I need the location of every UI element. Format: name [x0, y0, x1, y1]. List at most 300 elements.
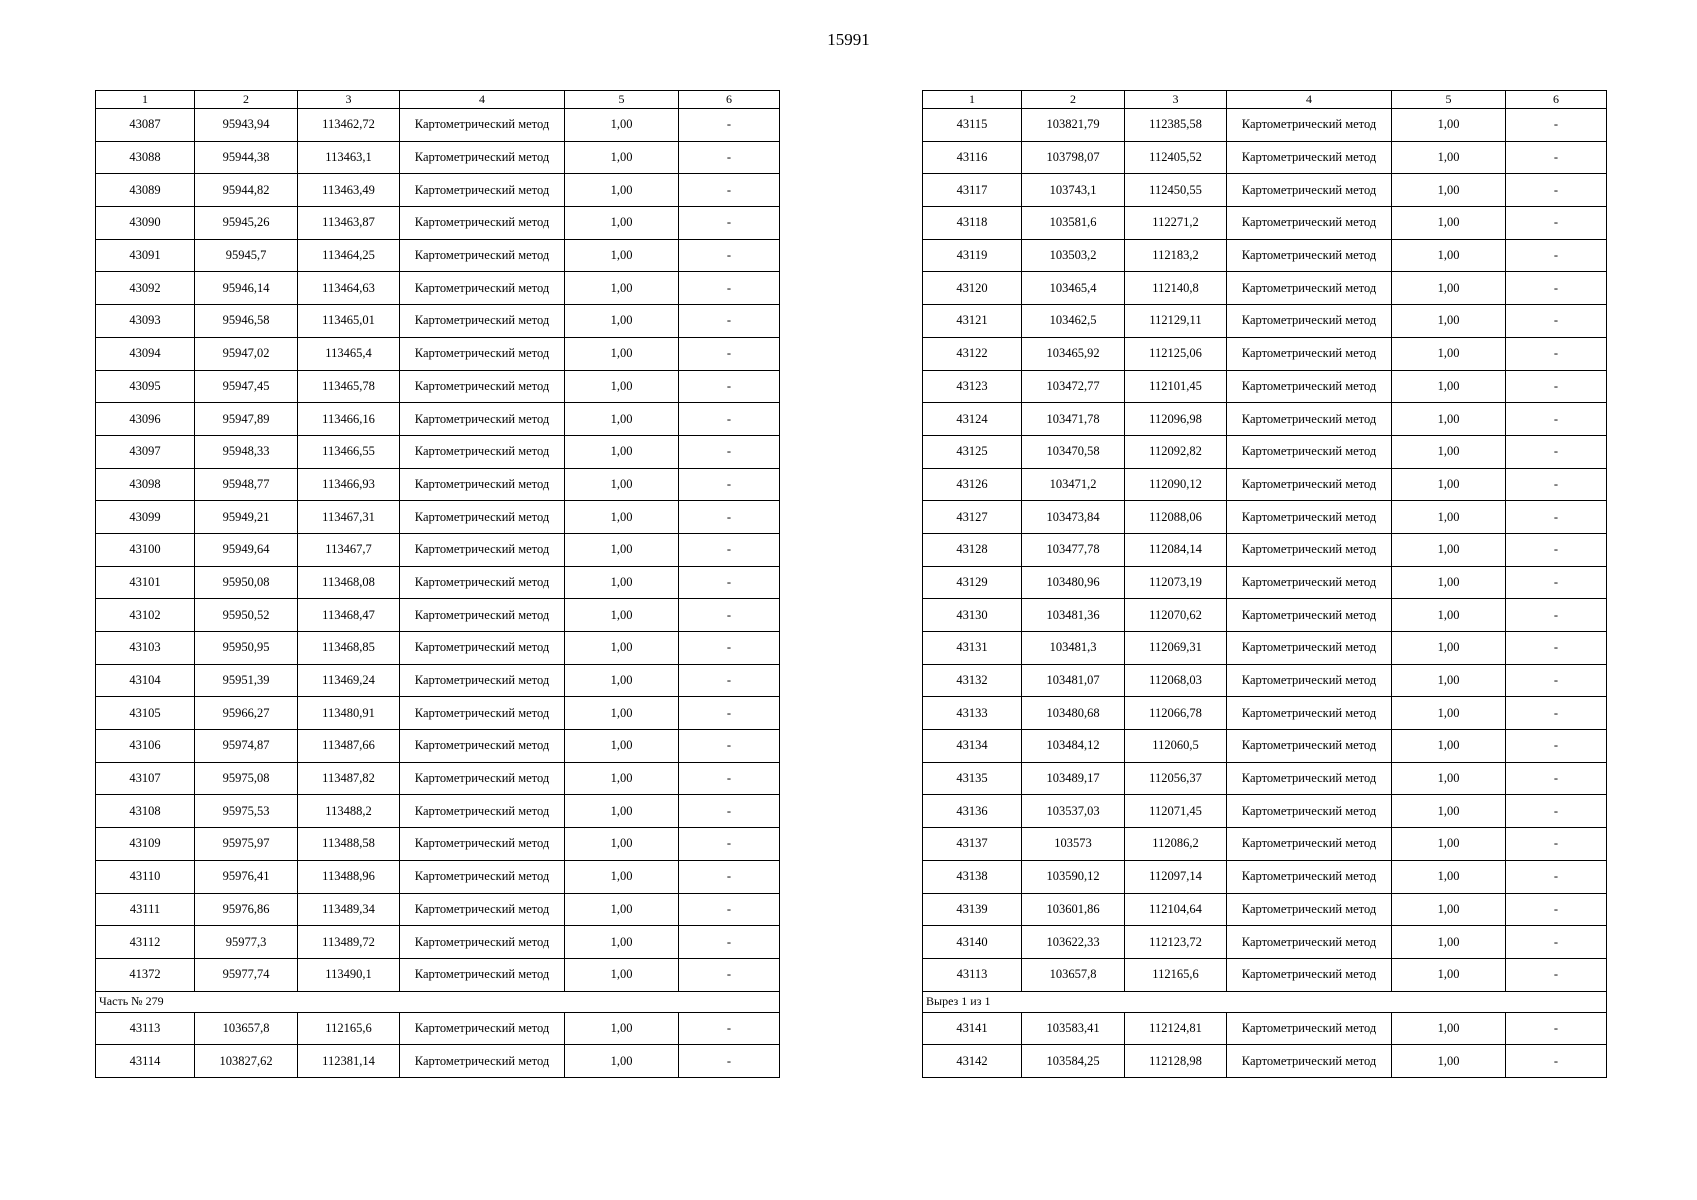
description-cell: -	[679, 207, 780, 240]
method-cell: Картометрический метод	[1227, 239, 1392, 272]
table-row	[923, 893, 1607, 926]
accuracy-cell: 1,00	[1392, 1012, 1506, 1045]
point-number-cell: 43131	[923, 632, 1022, 665]
x-coordinate-cell: 95944,82	[195, 174, 298, 207]
description-cell: -	[679, 664, 780, 697]
description-cell: -	[1506, 435, 1607, 468]
point-number-cell: 43099	[96, 501, 195, 534]
y-coordinate-cell: 113480,91	[298, 697, 400, 730]
accuracy-cell: 1,00	[565, 860, 679, 893]
column-header: 4	[400, 91, 565, 109]
method-cell: Картометрический метод	[400, 697, 565, 730]
description-cell: -	[679, 501, 780, 534]
table-row	[96, 501, 780, 534]
accuracy-cell: 1,00	[1392, 762, 1506, 795]
point-number-cell: 43087	[96, 109, 195, 142]
table-row	[96, 370, 780, 403]
table-row	[96, 174, 780, 207]
accuracy-cell: 1,00	[565, 697, 679, 730]
accuracy-cell: 1,00	[565, 632, 679, 665]
y-coordinate-cell: 112123,72	[1125, 926, 1227, 959]
accuracy-cell: 1,00	[1392, 468, 1506, 501]
description-cell: -	[1506, 272, 1607, 305]
accuracy-cell: 1,00	[1392, 730, 1506, 763]
point-number-cell: 43127	[923, 501, 1022, 534]
table-row	[96, 533, 780, 566]
page-number: 15991	[827, 30, 870, 49]
method-cell: Картометрический метод	[400, 730, 565, 763]
point-number-cell: 43125	[923, 435, 1022, 468]
column-header: 5	[565, 91, 679, 109]
x-coordinate-cell: 103827,62	[195, 1045, 298, 1078]
y-coordinate-cell: 113463,87	[298, 207, 400, 240]
description-cell: -	[679, 730, 780, 763]
method-cell: Картометрический метод	[400, 958, 565, 991]
point-number-cell: 43107	[96, 762, 195, 795]
y-coordinate-cell: 112096,98	[1125, 403, 1227, 436]
table-row	[96, 632, 780, 665]
y-coordinate-cell: 112125,06	[1125, 337, 1227, 370]
x-coordinate-cell: 95950,52	[195, 599, 298, 632]
table-row	[96, 795, 780, 828]
table-row	[923, 468, 1607, 501]
method-cell: Картометрический метод	[400, 599, 565, 632]
method-cell: Картометрический метод	[400, 207, 565, 240]
accuracy-cell: 1,00	[565, 958, 679, 991]
x-coordinate-cell: 103503,2	[1022, 239, 1125, 272]
point-number-cell: 43120	[923, 272, 1022, 305]
x-coordinate-cell: 103489,17	[1022, 762, 1125, 795]
x-coordinate-cell: 103470,58	[1022, 435, 1125, 468]
description-cell: -	[1506, 403, 1607, 436]
accuracy-cell: 1,00	[565, 926, 679, 959]
method-cell: Картометрический метод	[1227, 926, 1392, 959]
x-coordinate-cell: 95974,87	[195, 730, 298, 763]
table-row	[923, 435, 1607, 468]
description-cell: -	[679, 1012, 780, 1045]
description-cell: -	[679, 958, 780, 991]
x-coordinate-cell: 103743,1	[1022, 174, 1125, 207]
method-cell: Картометрический метод	[1227, 305, 1392, 338]
x-coordinate-cell: 103657,8	[195, 1012, 298, 1045]
accuracy-cell: 1,00	[1392, 795, 1506, 828]
table-row	[923, 337, 1607, 370]
x-coordinate-cell: 103581,6	[1022, 207, 1125, 240]
x-coordinate-cell: 95975,97	[195, 828, 298, 861]
method-cell: Картометрический метод	[1227, 207, 1392, 240]
method-cell: Картометрический метод	[400, 893, 565, 926]
point-number-cell: 43141	[923, 1012, 1022, 1045]
accuracy-cell: 1,00	[565, 370, 679, 403]
x-coordinate-cell: 95976,86	[195, 893, 298, 926]
column-header: 3	[1125, 91, 1227, 109]
point-number-cell: 43097	[96, 435, 195, 468]
method-cell: Картометрический метод	[1227, 958, 1392, 991]
description-cell: -	[679, 795, 780, 828]
column-header: 6	[679, 91, 780, 109]
accuracy-cell: 1,00	[1392, 239, 1506, 272]
table-row	[96, 1012, 780, 1045]
point-number-cell: 43111	[96, 893, 195, 926]
description-cell: -	[679, 468, 780, 501]
table-row	[96, 207, 780, 240]
table-row	[96, 926, 780, 959]
y-coordinate-cell: 112450,55	[1125, 174, 1227, 207]
accuracy-cell: 1,00	[1392, 337, 1506, 370]
column-header: 2	[195, 91, 298, 109]
method-cell: Картометрический метод	[1227, 632, 1392, 665]
y-coordinate-cell: 112165,6	[298, 1012, 400, 1045]
method-cell: Картометрический метод	[400, 926, 565, 959]
column-header: 6	[1506, 91, 1607, 109]
x-coordinate-cell: 95951,39	[195, 664, 298, 697]
accuracy-cell: 1,00	[565, 337, 679, 370]
x-coordinate-cell: 95943,94	[195, 109, 298, 142]
y-coordinate-cell: 112060,5	[1125, 730, 1227, 763]
description-cell: -	[679, 305, 780, 338]
description-cell: -	[1506, 730, 1607, 763]
y-coordinate-cell: 112073,19	[1125, 566, 1227, 599]
accuracy-cell: 1,00	[565, 664, 679, 697]
description-cell: -	[679, 174, 780, 207]
description-cell: -	[1506, 1045, 1607, 1078]
point-number-cell: 43139	[923, 893, 1022, 926]
accuracy-cell: 1,00	[565, 305, 679, 338]
y-coordinate-cell: 112381,14	[298, 1045, 400, 1078]
x-coordinate-cell: 103472,77	[1022, 370, 1125, 403]
method-cell: Картометрический метод	[400, 403, 565, 436]
coordinates-table-left	[95, 90, 780, 1078]
point-number-cell: 43089	[96, 174, 195, 207]
description-cell: -	[1506, 305, 1607, 338]
description-cell: -	[679, 697, 780, 730]
accuracy-cell: 1,00	[1392, 632, 1506, 665]
table-row	[96, 828, 780, 861]
point-number-cell: 41372	[96, 958, 195, 991]
method-cell: Картометрический метод	[1227, 566, 1392, 599]
table-row	[923, 370, 1607, 403]
y-coordinate-cell: 112092,82	[1125, 435, 1227, 468]
table-row	[923, 566, 1607, 599]
description-cell: -	[1506, 337, 1607, 370]
accuracy-cell: 1,00	[565, 501, 679, 534]
method-cell: Картометрический метод	[400, 370, 565, 403]
x-coordinate-cell: 95975,08	[195, 762, 298, 795]
x-coordinate-cell: 95947,89	[195, 403, 298, 436]
point-number-cell: 43102	[96, 599, 195, 632]
method-cell: Картометрический метод	[1227, 762, 1392, 795]
table-row	[923, 239, 1607, 272]
method-cell: Картометрический метод	[1227, 435, 1392, 468]
description-cell: -	[679, 370, 780, 403]
method-cell: Картометрический метод	[1227, 468, 1392, 501]
accuracy-cell: 1,00	[565, 468, 679, 501]
method-cell: Картометрический метод	[400, 174, 565, 207]
y-coordinate-cell: 112084,14	[1125, 533, 1227, 566]
accuracy-cell: 1,00	[565, 109, 679, 142]
y-coordinate-cell: 112129,11	[1125, 305, 1227, 338]
table-row	[923, 860, 1607, 893]
point-number-cell: 43135	[923, 762, 1022, 795]
description-cell: -	[1506, 893, 1607, 926]
section-label: Вырез 1 из 1	[923, 991, 1607, 1012]
y-coordinate-cell: 112097,14	[1125, 860, 1227, 893]
point-number-cell: 43114	[96, 1045, 195, 1078]
accuracy-cell: 1,00	[1392, 926, 1506, 959]
description-cell: -	[679, 566, 780, 599]
accuracy-cell: 1,00	[565, 828, 679, 861]
table-row	[96, 337, 780, 370]
point-number-cell: 43100	[96, 533, 195, 566]
accuracy-cell: 1,00	[565, 893, 679, 926]
description-cell: -	[1506, 1012, 1607, 1045]
method-cell: Картометрический метод	[400, 762, 565, 795]
x-coordinate-cell: 103481,36	[1022, 599, 1125, 632]
method-cell: Картометрический метод	[400, 337, 565, 370]
y-coordinate-cell: 113465,4	[298, 337, 400, 370]
point-number-cell: 43117	[923, 174, 1022, 207]
x-coordinate-cell: 103465,92	[1022, 337, 1125, 370]
accuracy-cell: 1,00	[1392, 599, 1506, 632]
x-coordinate-cell: 103484,12	[1022, 730, 1125, 763]
x-coordinate-cell: 95950,95	[195, 632, 298, 665]
y-coordinate-cell: 113466,93	[298, 468, 400, 501]
y-coordinate-cell: 113490,1	[298, 958, 400, 991]
method-cell: Картометрический метод	[1227, 337, 1392, 370]
method-cell: Картометрический метод	[1227, 272, 1392, 305]
table-row	[923, 1012, 1607, 1045]
point-number-cell: 43140	[923, 926, 1022, 959]
point-number-cell: 43096	[96, 403, 195, 436]
y-coordinate-cell: 113468,08	[298, 566, 400, 599]
table-row	[96, 599, 780, 632]
accuracy-cell: 1,00	[1392, 533, 1506, 566]
y-coordinate-cell: 113468,47	[298, 599, 400, 632]
method-cell: Картометрический метод	[400, 272, 565, 305]
x-coordinate-cell: 95977,74	[195, 958, 298, 991]
y-coordinate-cell: 113465,01	[298, 305, 400, 338]
point-number-cell: 43103	[96, 632, 195, 665]
table-row	[923, 501, 1607, 534]
table-row	[923, 697, 1607, 730]
point-number-cell: 43119	[923, 239, 1022, 272]
accuracy-cell: 1,00	[1392, 958, 1506, 991]
method-cell: Картометрический метод	[1227, 893, 1392, 926]
accuracy-cell: 1,00	[1392, 174, 1506, 207]
accuracy-cell: 1,00	[1392, 272, 1506, 305]
table-row	[96, 305, 780, 338]
table-row	[923, 599, 1607, 632]
description-cell: -	[1506, 109, 1607, 142]
accuracy-cell: 1,00	[565, 435, 679, 468]
table-row	[923, 828, 1607, 861]
description-cell: -	[679, 141, 780, 174]
point-number-cell: 43090	[96, 207, 195, 240]
y-coordinate-cell: 113487,82	[298, 762, 400, 795]
y-coordinate-cell: 112183,2	[1125, 239, 1227, 272]
description-cell: -	[679, 109, 780, 142]
accuracy-cell: 1,00	[565, 272, 679, 305]
table-row	[923, 1045, 1607, 1078]
point-number-cell: 43132	[923, 664, 1022, 697]
description-cell: -	[1506, 174, 1607, 207]
method-cell: Картометрический метод	[1227, 730, 1392, 763]
point-number-cell: 43088	[96, 141, 195, 174]
section-row	[923, 991, 1607, 1012]
coordinates-table-right	[922, 90, 1607, 1078]
x-coordinate-cell: 103462,5	[1022, 305, 1125, 338]
table-row	[923, 141, 1607, 174]
x-coordinate-cell: 103657,8	[1022, 958, 1125, 991]
point-number-cell: 43133	[923, 697, 1022, 730]
table-row	[96, 762, 780, 795]
y-coordinate-cell: 113462,72	[298, 109, 400, 142]
table-row	[923, 533, 1607, 566]
table-row	[96, 730, 780, 763]
y-coordinate-cell: 112070,62	[1125, 599, 1227, 632]
y-coordinate-cell: 112086,2	[1125, 828, 1227, 861]
method-cell: Картометрический метод	[1227, 664, 1392, 697]
y-coordinate-cell: 113464,63	[298, 272, 400, 305]
point-number-cell: 43112	[96, 926, 195, 959]
method-cell: Картометрический метод	[400, 795, 565, 828]
description-cell: -	[679, 1045, 780, 1078]
y-coordinate-cell: 112385,58	[1125, 109, 1227, 142]
accuracy-cell: 1,00	[1392, 109, 1506, 142]
method-cell: Картометрический метод	[1227, 141, 1392, 174]
table-row	[923, 305, 1607, 338]
point-number-cell: 43142	[923, 1045, 1022, 1078]
section-label: Часть № 279	[96, 991, 780, 1012]
x-coordinate-cell: 103473,84	[1022, 501, 1125, 534]
method-cell: Картометрический метод	[400, 860, 565, 893]
description-cell: -	[679, 337, 780, 370]
x-coordinate-cell: 103583,41	[1022, 1012, 1125, 1045]
y-coordinate-cell: 113488,96	[298, 860, 400, 893]
point-number-cell: 43116	[923, 141, 1022, 174]
y-coordinate-cell: 112165,6	[1125, 958, 1227, 991]
description-cell: -	[679, 893, 780, 926]
table-row	[96, 697, 780, 730]
table-row	[923, 795, 1607, 828]
point-number-cell: 43121	[923, 305, 1022, 338]
method-cell: Картометрический метод	[400, 828, 565, 861]
point-number-cell: 43095	[96, 370, 195, 403]
x-coordinate-cell: 103590,12	[1022, 860, 1125, 893]
y-coordinate-cell: 113489,72	[298, 926, 400, 959]
description-cell: -	[1506, 795, 1607, 828]
description-cell: -	[679, 599, 780, 632]
y-coordinate-cell: 112101,45	[1125, 370, 1227, 403]
x-coordinate-cell: 103471,78	[1022, 403, 1125, 436]
method-cell: Картометрический метод	[400, 566, 565, 599]
x-coordinate-cell: 103465,4	[1022, 272, 1125, 305]
x-coordinate-cell: 95966,27	[195, 697, 298, 730]
table-row	[923, 730, 1607, 763]
x-coordinate-cell: 103798,07	[1022, 141, 1125, 174]
x-coordinate-cell: 95948,33	[195, 435, 298, 468]
y-coordinate-cell: 112271,2	[1125, 207, 1227, 240]
x-coordinate-cell: 103573	[1022, 828, 1125, 861]
accuracy-cell: 1,00	[565, 1012, 679, 1045]
method-cell: Картометрический метод	[1227, 109, 1392, 142]
y-coordinate-cell: 113463,49	[298, 174, 400, 207]
x-coordinate-cell: 103537,03	[1022, 795, 1125, 828]
header-row	[96, 91, 780, 109]
accuracy-cell: 1,00	[565, 762, 679, 795]
y-coordinate-cell: 113466,16	[298, 403, 400, 436]
accuracy-cell: 1,00	[565, 239, 679, 272]
method-cell: Картометрический метод	[400, 141, 565, 174]
method-cell: Картометрический метод	[1227, 1012, 1392, 1045]
accuracy-cell: 1,00	[1392, 207, 1506, 240]
point-number-cell: 43124	[923, 403, 1022, 436]
description-cell: -	[1506, 501, 1607, 534]
y-coordinate-cell: 112405,52	[1125, 141, 1227, 174]
method-cell: Картометрический метод	[400, 501, 565, 534]
description-cell: -	[1506, 762, 1607, 795]
x-coordinate-cell: 95947,02	[195, 337, 298, 370]
y-coordinate-cell: 113463,1	[298, 141, 400, 174]
table-row	[96, 109, 780, 142]
accuracy-cell: 1,00	[565, 533, 679, 566]
method-cell: Картометрический метод	[1227, 860, 1392, 893]
method-cell: Картометрический метод	[400, 109, 565, 142]
point-number-cell: 43115	[923, 109, 1022, 142]
table-row	[923, 174, 1607, 207]
table-row	[923, 632, 1607, 665]
accuracy-cell: 1,00	[1392, 893, 1506, 926]
point-number-cell: 43123	[923, 370, 1022, 403]
accuracy-cell: 1,00	[565, 174, 679, 207]
y-coordinate-cell: 113488,58	[298, 828, 400, 861]
table-row	[923, 926, 1607, 959]
point-number-cell: 43109	[96, 828, 195, 861]
description-cell: -	[679, 239, 780, 272]
method-cell: Картометрический метод	[400, 1045, 565, 1078]
method-cell: Картометрический метод	[1227, 828, 1392, 861]
x-coordinate-cell: 103622,33	[1022, 926, 1125, 959]
description-cell: -	[1506, 141, 1607, 174]
x-coordinate-cell: 95945,26	[195, 207, 298, 240]
description-cell: -	[679, 926, 780, 959]
accuracy-cell: 1,00	[1392, 370, 1506, 403]
y-coordinate-cell: 112056,37	[1125, 762, 1227, 795]
y-coordinate-cell: 112140,8	[1125, 272, 1227, 305]
y-coordinate-cell: 112071,45	[1125, 795, 1227, 828]
description-cell: -	[1506, 533, 1607, 566]
x-coordinate-cell: 95944,38	[195, 141, 298, 174]
table-row	[96, 272, 780, 305]
description-cell: -	[1506, 860, 1607, 893]
method-cell: Картометрический метод	[1227, 1045, 1392, 1078]
table-row	[923, 762, 1607, 795]
method-cell: Картометрический метод	[400, 435, 565, 468]
point-number-cell: 43130	[923, 599, 1022, 632]
point-number-cell: 43101	[96, 566, 195, 599]
point-number-cell: 43113	[923, 958, 1022, 991]
description-cell: -	[1506, 370, 1607, 403]
description-cell: -	[679, 632, 780, 665]
description-cell: -	[1506, 632, 1607, 665]
y-coordinate-cell: 113469,24	[298, 664, 400, 697]
table-row	[96, 664, 780, 697]
description-cell: -	[1506, 828, 1607, 861]
description-cell: -	[1506, 239, 1607, 272]
x-coordinate-cell: 103481,07	[1022, 664, 1125, 697]
accuracy-cell: 1,00	[565, 403, 679, 436]
point-number-cell: 43091	[96, 239, 195, 272]
